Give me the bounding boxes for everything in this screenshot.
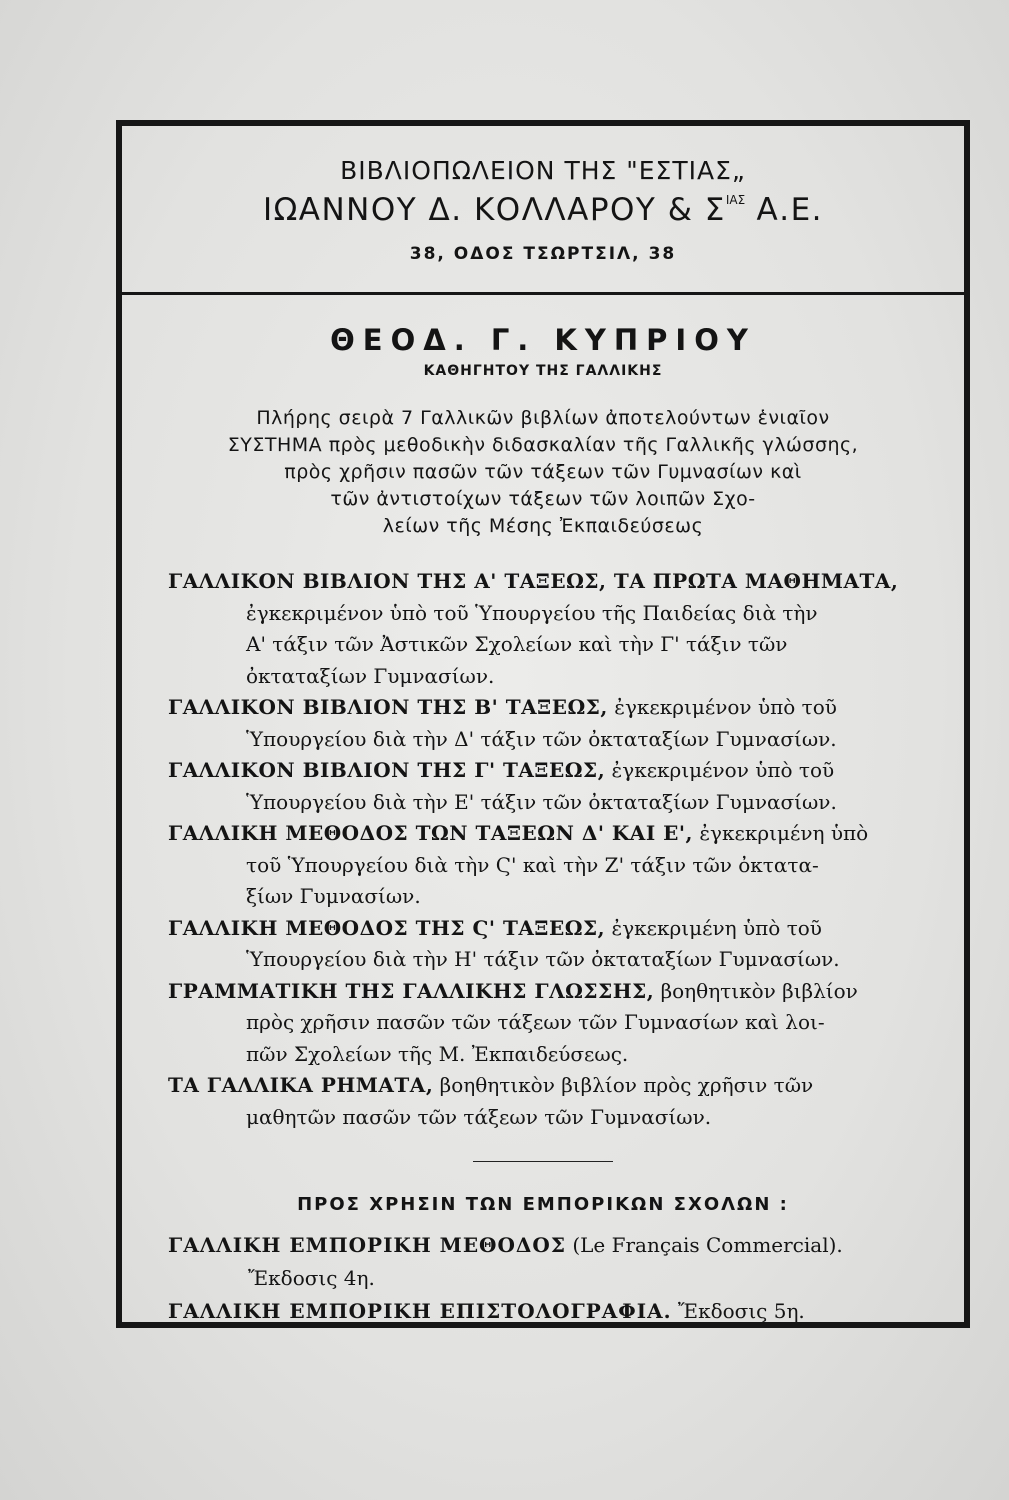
book-edition: Ἔκδοσις 5η. [671, 1299, 805, 1323]
book-entry [168, 976, 952, 1071]
intro-paragraph [122, 405, 964, 540]
book-list [168, 566, 952, 1133]
book-desc-line: Ὑπουργείου διὰ τὴν Δ' τάξιν τῶν ὀκταταξίων Γυμνασίων. [246, 726, 837, 751]
book-entry [168, 913, 952, 976]
book-desc-line: πρὸς χρῆσιν πασῶν τῶν τάξεων τῶν Γυμνασίων καὶ λοι- [246, 1010, 825, 1034]
publisher-name: ΙΩΑΝΝΟΥ Δ. ΚΟΛΛΑΡΟΥ & $\Sigma^{IA\Sigma}$ Α.Ε. [262, 192, 824, 228]
advertisement-frame [116, 120, 970, 1328]
author-title: ΚΑΘΗΓΗΤΟΥ ΤΗΣ ΓΑΛΛΙΚΗΣ [423, 363, 663, 379]
divider-rule [473, 1161, 613, 1162]
commercial-heading: ΠΡΟΣ ΧΡΗΣΙΝ ΤΩΝ ΕΜΠΟΡΙΚΩΝ ΣΧΟΛΩΝ : [297, 1194, 789, 1215]
intro-line: λείων τῆς Μέσης Ἐκπαιδεύσεως [382, 515, 704, 537]
intro-line: Πλήρης σειρὰ 7 Γαλλικῶν βιβλίων ἀποτελούντων ἑνιαῖον [256, 407, 830, 429]
book-desc: ἐγκεκριμένον ὑπὸ τοῦ [605, 758, 835, 782]
book-title: ΓΡΑΜΜΑΤΙΚΗ ΤΗΣ ΓΑΛΛΙΚΗΣ ΓΛΩΣΣΗΣ, [168, 978, 655, 1003]
book-desc: βοηθητικὸν βιβλίον [654, 978, 858, 1003]
book-title: ΓΑΛΛΙΚΗ ΜΕΘΟΔΟΣ ΤΗΣ Ϛ' ΤΑΞΕΩΣ, [168, 915, 606, 940]
publisher-address: 38, ΟΔΟΣ ΤΣΩΡΤΣΙΛ, 38 [409, 244, 677, 264]
publisher-header [122, 126, 964, 295]
book-desc: βοηθητικὸν βιβλίον πρὸς χρῆσιν τῶν [433, 1073, 814, 1097]
book-title: ΓΑΛΛΙΚΟΝ ΒΙΒΛΙΟΝ ΤΗΣ Β' ΤΑΞΕΩΣ, [168, 695, 608, 719]
commercial-list [168, 1229, 948, 1328]
book-desc: ἐγκεκριμένη ὑπὸ τοῦ [605, 915, 822, 940]
book-title: ΓΑΛΛΙΚΟΝ ΒΙΒΛΙΟΝ ΤΗΣ Α' ΤΑΞΕΩΣ, ΤΑ ΠΡΩΤΑ ΜΑΘΗΜΑΤΑ, [168, 569, 899, 593]
book-title: ΤΑ ΓΑΛΛΙΚΑ ΡΗΜΑΤΑ, [168, 1073, 434, 1097]
commercial-entry [168, 1295, 948, 1328]
book-entry [168, 755, 952, 818]
book-desc-line: πῶν Σχολείων τῆς Μ. Ἐκπαιδεύσεως. [246, 1041, 629, 1066]
commercial-entry [168, 1229, 948, 1262]
book-title: ΓΑΛΛΙΚΗ ΕΜΠΟΡΙΚΗ ΕΠΙΣΤΟΛΟΓΡΑΦΙΑ. [168, 1299, 672, 1323]
book-desc-line: τοῦ Ὑπουργείου διὰ τὴν Ϛ' καὶ τὴν Ζ' τάξιν τῶν ὀκτατα- [246, 852, 819, 877]
book-desc: ἐγκεκριμένον ὑπὸ τοῦ [607, 695, 837, 719]
intro-line: πρὸς χρῆσιν πασῶν τῶν τάξεων τῶν Γυμνασίων καὶ [284, 461, 802, 483]
book-desc-line: Ὑπουργείου διὰ τὴν Η' τάξιν τῶν ὀκταταξίων Γυμνασίων. [246, 947, 840, 971]
book-desc-line: Ὑπουργείου διὰ τὴν Ε' τάξιν τῶν ὀκταταξίων Γυμνασίων. [246, 789, 837, 814]
book-desc-line: ὀκταταξίων Γυμνασίων. [246, 663, 495, 688]
bookshop-name: ΒΙΒΛΙΟΠΩΛΕΙΟΝ ΤΗΣ "ΕΣΤΙΑΣ„ [340, 156, 746, 185]
book-desc: ἐγκεκριμένη ὑπὸ [692, 821, 869, 845]
book-entry [168, 818, 952, 913]
book-entry [168, 1070, 952, 1133]
book-entry [168, 566, 952, 692]
book-title: ΓΑΛΛΙΚΗ ΜΕΘΟΔΟΣ ΤΩΝ ΤΑΞΕΩΝ Δ' ΚΑΙ Ε', [168, 821, 693, 845]
book-desc: (Le Français Commercial). [565, 1233, 843, 1257]
intro-line: ΣΥΣΤΗΜΑ πρὸς μεθοδικὴν διδασκαλίαν τῆς Γαλλικῆς γλώσσης, [227, 434, 859, 456]
author-name: ΘΕΟΔ. Γ. ΚΥΠΡΙΟΥ [330, 323, 756, 357]
book-entry [168, 692, 952, 755]
book-edition: Ἔκδοσις 4η. [248, 1266, 375, 1290]
book-desc-line: ἐγκεκριμένον ὑπὸ τοῦ Ὑπουργείου τῆς Παιδείας διὰ τὴν [246, 600, 818, 625]
intro-line: τῶν ἀντιστοίχων τάξεων τῶν λοιπῶν Σχο- [330, 488, 756, 510]
book-desc-line: ξίων Γυμνασίων. [246, 884, 421, 908]
book-title: ΓΑΛΛΙΚΗ ΕΜΠΟΡΙΚΗ ΜΕΘΟΔΟΣ [168, 1233, 566, 1257]
book-title: ΓΑΛΛΙΚΟΝ ΒΙΒΛΙΟΝ ΤΗΣ Γ' ΤΑΞΕΩΣ, [168, 758, 606, 782]
book-desc-line: μαθητῶν πασῶν τῶν τάξεων τῶν Γυμνασίων. [246, 1104, 712, 1129]
book-desc-line: Α' τάξιν τῶν Ἀστικῶν Σχολείων καὶ τὴν Γ' τάξιν τῶν [246, 632, 788, 656]
